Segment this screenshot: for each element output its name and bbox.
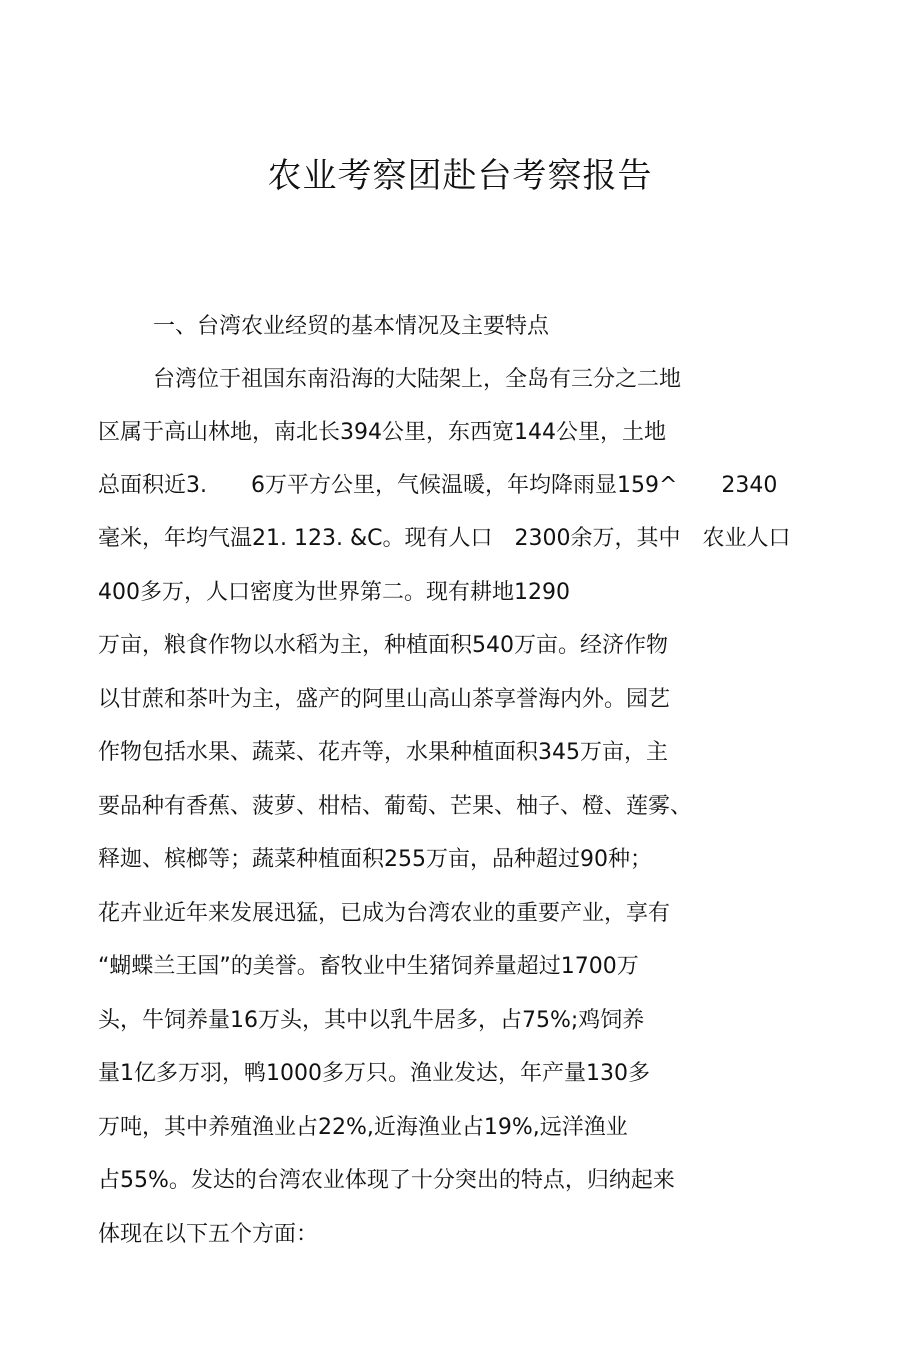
section-heading: 一、台湾农业经贸的基本情况及主要特点: [153, 314, 550, 339]
paragraph-line-15: 万吨，其中养殖渔业占22%,近海渔业占19%,远洋渔业: [98, 1115, 628, 1140]
paragraph-line-3: 总面积近3. 6万平方公里，气候温暖，年均降雨显159^ 2340: [98, 473, 778, 498]
paragraph-line-7: 以甘蔗和茶叶为主，盛产的阿里山高山茶享誉海内外。园艺: [98, 687, 671, 712]
paragraph-line-8: 作物包括水果、蔬菜、花卉等，水果种植面积345万亩，主: [98, 740, 668, 765]
paragraph-line-4: 毫米，年均气温21. 123. &C。现有人口 2300余万，其中 农业人口: [98, 526, 791, 551]
paragraph-line-5: 400多万，人口密度为世界第二。现有耕地1290: [98, 580, 570, 605]
paragraph-line-17: 体现在以下五个方面：: [98, 1222, 319, 1247]
paragraph-line-2: 区属于高山林地，南北长394公里，东西宽144公里，土地: [98, 420, 666, 445]
paragraph-line-6: 万亩，粮食作物以水稻为主，种植面积540万亩。经济作物: [98, 633, 668, 658]
paragraph-line-10: 释迦、槟榔等；蔬菜种植面积255万亩，品种超过90种；: [98, 847, 652, 872]
paragraph-line-14: 量1亿多万羽，鸭1000多万只。渔业发达，年产量130多: [98, 1061, 650, 1086]
paragraph-line-13: 头，牛饲养量16万头，其中以乳牛居多，占75%;鸡饲养: [98, 1008, 645, 1033]
paragraph-line-9: 要品种有香蕉、菠萝、柑桔、葡萄、芒果、柚子、橙、莲雾、: [98, 794, 693, 819]
paragraph-line-11: 花卉业近年来发展迅猛，已成为台湾农业的重要产业，享有: [98, 901, 671, 926]
paragraph-line-12: “蝴蝶兰王国”的美誉。畜牧业中生猪饲养量超过1700万: [98, 954, 639, 979]
document-title: 农业考察团赴台考察报告: [267, 156, 653, 196]
paragraph-line-1: 台湾位于祖国东南沿海的大陆架上，全岛有三分之二地: [153, 367, 682, 392]
paragraph-line-16: 占55%。发达的台湾农业体现了十分突出的特点，归纳起来: [98, 1168, 675, 1193]
